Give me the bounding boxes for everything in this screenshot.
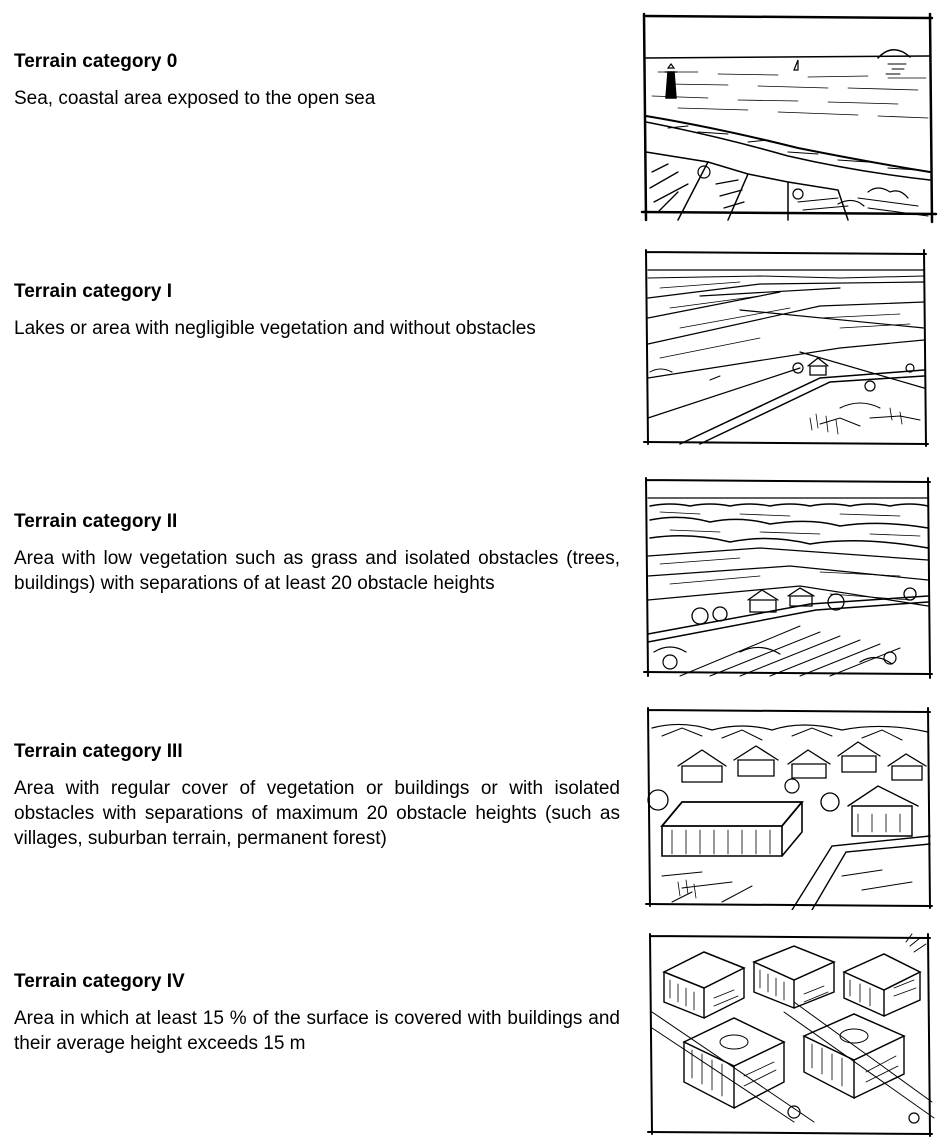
village-suburban-sketch-icon [642, 706, 936, 910]
category-description: Sea, coastal area exposed to the open sea [14, 88, 376, 109]
category-description: Area with low vegetation such as grass and isolated obstacles (trees, buildings) with separations of at least 20 obstacle heights [14, 548, 620, 594]
category-description: Area in which at least 15 % of the surface is covered with buildings and their average height exceeds 15 m [14, 1008, 620, 1054]
category-title: Terrain category III [14, 741, 183, 762]
open-flat-fields-sketch-icon [640, 248, 932, 448]
terrain-category-1 [0, 230, 945, 460]
category-title: Terrain category I [14, 281, 173, 302]
terrain-category-2 [0, 460, 945, 690]
category-description: Area with regular cover of vegetation or buildings or with isolated obstacles with separations of maximum 20 obstacle heights (such as villages, suburban terrain, permanent forest) [14, 778, 620, 849]
category-title: Terrain category 0 [14, 51, 178, 72]
urban-blocks-sketch-icon [644, 932, 936, 1138]
terrain-category-3 [0, 690, 945, 920]
category-title: Terrain category II [14, 511, 178, 532]
terrain-category-0 [0, 0, 945, 230]
coastal-sea-sketch-icon [638, 12, 938, 224]
category-text-block [14, 970, 620, 1056]
category-description: Lakes or area with negligible vegetation and without obstacles [14, 318, 536, 339]
category-title: Terrain category IV [14, 971, 185, 992]
category-text-block [14, 280, 620, 341]
category-text-block [14, 50, 620, 111]
terrain-category-4 [0, 920, 945, 1144]
category-text-block [14, 740, 620, 851]
category-text-block [14, 510, 620, 596]
farmland-trees-sketch-icon [640, 476, 936, 680]
